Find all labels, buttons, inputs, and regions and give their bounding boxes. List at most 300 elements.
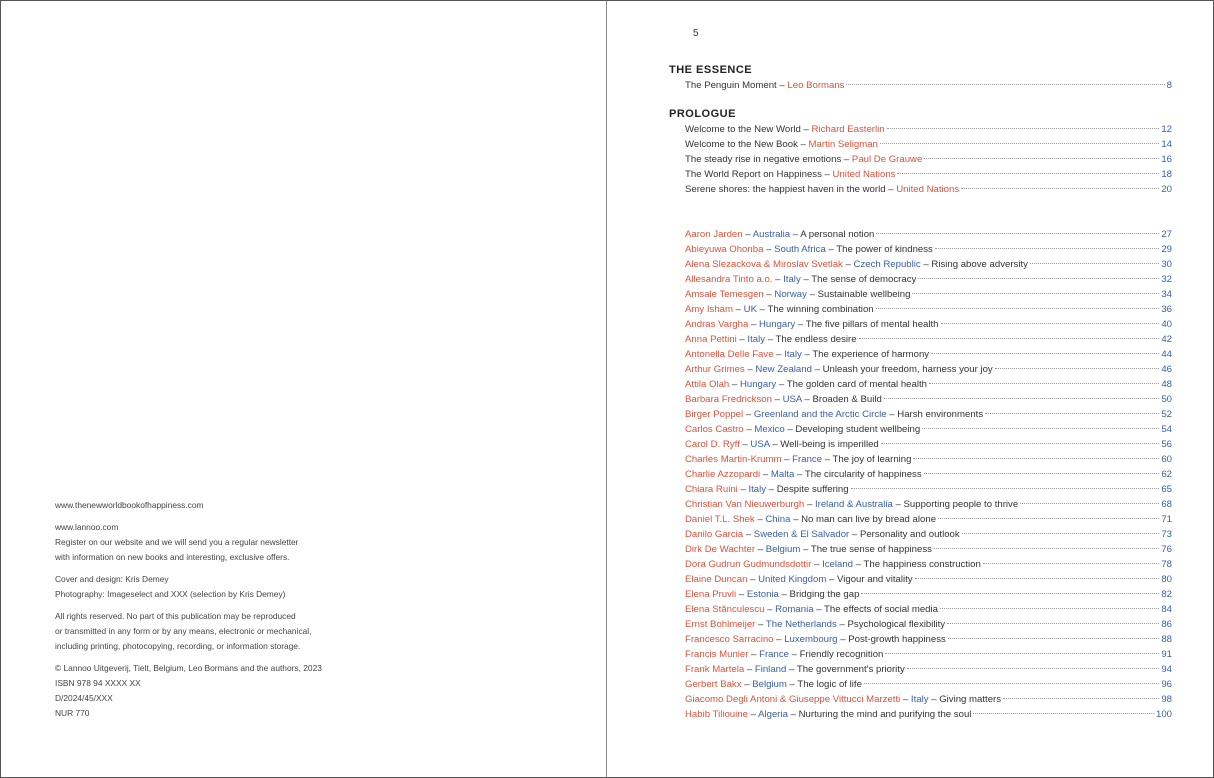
entry-title: Friendly recognition [799, 649, 884, 660]
entry-separator: – [786, 679, 798, 690]
entry-country: Iceland [822, 559, 853, 570]
entry-title: The circularity of happiness [804, 469, 922, 480]
entry-country: Italy [748, 484, 767, 495]
entry-separator: – [754, 514, 766, 525]
entry-separator: – [772, 274, 784, 285]
entry-separator: – [748, 319, 759, 330]
leader-dots [962, 533, 1160, 534]
entry-author: Attila Olah [685, 379, 730, 390]
imprint-rights-line: All rights reserved. No part of this publication may be reproduced [55, 611, 296, 621]
entry-separator: – [790, 229, 801, 240]
entry-author: Chiara Ruini [685, 484, 738, 495]
entry-separator: – [776, 379, 787, 390]
leader-dots [876, 233, 1159, 234]
entry-separator: – [778, 589, 790, 600]
entry-separator: – [822, 454, 833, 465]
entry-country: Mexico [754, 424, 785, 435]
page-number: 5 [693, 28, 699, 39]
entry-country: France [759, 649, 789, 660]
entry-page: 96 [1161, 679, 1172, 690]
entry-page: 60 [1161, 454, 1172, 465]
entry-author: Dora Gudrun Gudmundsdottir [685, 559, 812, 570]
entry-author: Alena Slezackova & Miroslav Svetlak [685, 259, 843, 270]
leader-dots [859, 338, 1160, 339]
entry-separator: – [729, 379, 740, 390]
imprint-publisher-line: Register on our website and we will send you a regular newsletter [55, 537, 299, 547]
entry-title: Supporting people to thrive [903, 499, 1019, 510]
entry-country: Algeria [758, 709, 788, 720]
entry-page: 100 [1155, 709, 1172, 720]
page-gutter [606, 1, 607, 777]
entry-title: Broaden & Build [812, 394, 882, 405]
entry-author: Amsale Temesgen [685, 289, 764, 300]
toc-entry[interactable] [669, 662, 1172, 677]
leader-dots [924, 473, 1160, 474]
entry-title: Unleash your freedom, harness your joy [822, 364, 993, 375]
entry-page: 73 [1161, 529, 1172, 540]
leader-dots [915, 578, 1160, 579]
leader-dots [918, 278, 1159, 279]
entry-separator: – [853, 559, 864, 570]
entry-title: Giving matters [939, 694, 1002, 705]
toc-entry[interactable] [669, 707, 1172, 722]
entry-page: 62 [1161, 469, 1172, 480]
entry-separator: – [813, 604, 825, 615]
entry-author: Habib Tiliouine [685, 709, 748, 720]
imprint-nur: NUR 770 [55, 708, 90, 718]
entry-page: 88 [1161, 634, 1172, 645]
entry-author: Carlos Castro [685, 424, 744, 435]
leader-dots [864, 683, 1159, 684]
entry-separator: – [800, 274, 812, 285]
entry-separator: – [806, 289, 818, 300]
entry-country: China [765, 514, 791, 525]
leader-dots [924, 158, 1159, 159]
leader-dots [881, 443, 1160, 444]
entry-author: Leo Bormans [787, 80, 845, 91]
entry-separator: – [826, 574, 838, 585]
entry-title: The happiness construction [863, 559, 981, 570]
entry-title: Sustainable wellbeing [817, 289, 911, 300]
entry-country: Italy [910, 694, 929, 705]
entry-author: Carol D. Ryff [685, 439, 740, 450]
toc-entry[interactable] [669, 497, 1172, 512]
entry-title: A personal notion [800, 229, 875, 240]
entry-author: Martin Seligman [808, 139, 878, 150]
entry-author: Abieyuwa Ohonba [685, 244, 764, 255]
entry-page: 14 [1161, 139, 1172, 150]
entry-title: Vigour and vitality [837, 574, 913, 585]
leader-dots [851, 488, 1160, 489]
entry-separator: – [743, 529, 754, 540]
entry-separator: – [741, 679, 753, 690]
toc-entry[interactable] [669, 527, 1172, 542]
entry-page: 71 [1161, 514, 1172, 525]
toc-entry[interactable] [669, 692, 1172, 707]
entry-title: No man can live by bread alone [801, 514, 937, 525]
toc-entry[interactable] [669, 317, 1172, 332]
toc-entry[interactable] [669, 542, 1172, 557]
entry-country: The Netherlands [765, 619, 837, 630]
entry-country: Hungary [758, 319, 796, 330]
entry-separator: – [900, 694, 911, 705]
entry-author: United Nations [832, 169, 896, 180]
entry-author: Danilo Garcia [685, 529, 744, 540]
entry-separator: – [773, 349, 785, 360]
entry-separator: – [756, 304, 768, 315]
entry-page: 86 [1161, 619, 1172, 630]
entry-page: 40 [1161, 319, 1172, 330]
entry-author: Gerbert Bakx [685, 679, 742, 690]
leader-dots [935, 248, 1159, 249]
entry-separator: – [765, 334, 776, 345]
imprint-rights-line: including printing, photocopying, recording, or information storage. [55, 641, 301, 651]
entry-country: Czech Republic [853, 259, 921, 270]
imprint-credit-line: Photography: Imageselect and XXX (selection by Kris Demey) [55, 589, 286, 599]
entry-page: 82 [1161, 589, 1172, 600]
toc-entry[interactable] [669, 467, 1172, 482]
imprint-credit-line: Cover and design: Kris Demey [55, 574, 169, 584]
entry-country: New Zealand [755, 364, 812, 375]
entry-country: Italy [747, 334, 766, 345]
entry-separator: – [849, 529, 860, 540]
leader-dots [907, 668, 1160, 669]
entry-title: The steady rise in negative emotions – [685, 154, 852, 165]
leader-dots [983, 563, 1160, 564]
entry-separator: – [739, 439, 751, 450]
entry-page: 30 [1161, 259, 1172, 270]
entry-title: The endless desire [775, 334, 857, 345]
entry-separator: – [800, 544, 811, 555]
entry-separator: – [743, 424, 755, 435]
entry-title: Well-being is imperilled [780, 439, 879, 450]
entry-author: Aaron Jarden [685, 229, 743, 240]
toc-entry[interactable] [669, 182, 1172, 197]
entry-page: 80 [1161, 574, 1172, 585]
toc-entry[interactable] [669, 677, 1172, 692]
toc-entry[interactable] [669, 602, 1172, 617]
entry-author: Allesandra Tinto a.o. [685, 274, 773, 285]
toc-entry[interactable] [669, 302, 1172, 317]
entry-country: UK [743, 304, 757, 315]
toc-entry[interactable] [669, 512, 1172, 527]
entry-separator: – [769, 439, 781, 450]
entry-title: Despite suffering [776, 484, 849, 495]
leader-dots [1020, 503, 1159, 504]
contributor-list [669, 227, 1172, 722]
toc-entry[interactable] [669, 482, 1172, 497]
entry-page: 42 [1161, 334, 1172, 345]
imprint-publisher-line: www.lannoo.com [55, 522, 119, 532]
entry-separator: – [771, 394, 783, 405]
imprint-legal-deposit: D/2024/45/XXX [55, 693, 113, 703]
entry-country: United Kingdom [758, 574, 827, 585]
entry-title: The logic of life [797, 679, 862, 690]
entry-separator: – [748, 649, 760, 660]
entry-author: Daniel T.L. Shek [685, 514, 755, 525]
entry-country: Estonia [746, 589, 779, 600]
toc-entry[interactable] [669, 78, 1172, 93]
entry-title: Psychological flexibility [847, 619, 946, 630]
leader-dots [884, 398, 1160, 399]
entry-page: 16 [1161, 154, 1172, 165]
toc-entry[interactable] [669, 227, 1172, 242]
leader-dots [912, 293, 1159, 294]
entry-page: 27 [1161, 229, 1172, 240]
entry-separator: – [781, 454, 793, 465]
entry-title: The government's priority [796, 664, 905, 675]
leader-dots [948, 638, 1160, 639]
entry-separator: – [825, 244, 837, 255]
toc-entry[interactable] [669, 407, 1172, 422]
entry-author: Birger Poppel [685, 409, 744, 420]
entry-page: 36 [1161, 304, 1172, 315]
imprint-copyright: © Lannoo Uitgeverij, Tielt, Belgium, Leo Bormans and the authors, 2023 [55, 663, 322, 673]
toc-entry[interactable] [669, 137, 1172, 152]
entry-separator: – [747, 709, 759, 720]
leader-dots [846, 84, 1164, 85]
entry-country: Italy [784, 349, 802, 360]
entry-country: Ireland & Australia [814, 499, 893, 510]
entry-country: Luxembourg [784, 634, 838, 645]
toc-entry[interactable] [669, 242, 1172, 257]
imprint-website: www.thenewworldbookofhappiness.com [55, 500, 204, 510]
entry-separator: – [795, 319, 806, 330]
entry-title: The true sense of happiness [810, 544, 932, 555]
entry-page: 98 [1161, 694, 1172, 705]
entry-separator: – [920, 259, 932, 270]
entry-page: 12 [1161, 124, 1172, 135]
leader-dots [961, 188, 1159, 189]
entry-page: 78 [1161, 559, 1172, 570]
entry-author: Charlie Azzopardi [685, 469, 761, 480]
entry-author: Andras Vargha [685, 319, 749, 330]
entry-separator: – [790, 514, 802, 525]
entry-author: Frank Martela [685, 664, 745, 675]
entry-separator: – [732, 304, 744, 315]
imprint-publisher-line: with information on new books and interesting, exclusive offers. [55, 552, 290, 562]
entry-page: 48 [1161, 379, 1172, 390]
imprint-isbn: ISBN 978 94 XXXX XX [55, 678, 141, 688]
toc-entry[interactable] [669, 437, 1172, 452]
entry-author: Elena Pruvli [685, 589, 737, 600]
entry-country: South Africa [774, 244, 826, 255]
entry-country: Malta [770, 469, 795, 480]
entry-author: Dirk De Wachter [685, 544, 756, 555]
entry-page: 29 [1161, 244, 1172, 255]
toc-entry[interactable] [669, 257, 1172, 272]
toc-entry[interactable] [669, 647, 1172, 662]
leader-dots [947, 623, 1159, 624]
toc-entry[interactable] [669, 122, 1172, 137]
toc-entry[interactable] [669, 572, 1172, 587]
entry-page: 76 [1161, 544, 1172, 555]
toc-entry[interactable] [669, 287, 1172, 302]
entry-title: Post-growth happiness [848, 634, 946, 645]
entry-separator: – [842, 259, 854, 270]
entry-separator: – [788, 649, 800, 660]
toc-entry[interactable] [669, 272, 1172, 287]
entry-page: 44 [1161, 349, 1172, 360]
entry-page: 34 [1161, 289, 1172, 300]
entry-country: Australia [752, 229, 791, 240]
entry-author: Ernst Bohlmeijer [685, 619, 756, 630]
entry-separator: – [747, 574, 759, 585]
leader-dots [880, 143, 1159, 144]
toc-entry[interactable] [669, 377, 1172, 392]
toc-entry[interactable] [669, 167, 1172, 182]
entry-page: 65 [1161, 484, 1172, 495]
entry-separator: – [804, 499, 815, 510]
entry-separator: – [766, 484, 777, 495]
entry-page: 18 [1161, 169, 1172, 180]
entry-page: 84 [1161, 604, 1172, 615]
entry-page: 56 [1161, 439, 1172, 450]
entry-author: Elena Stănculescu [685, 604, 765, 615]
entry-author: Giacomo Degli Antoni & Giuseppe Vittucci Marzetti [685, 694, 901, 705]
leader-dots [995, 368, 1160, 369]
entry-country: Finland [754, 664, 787, 675]
entry-separator: – [886, 409, 898, 420]
entry-separator: – [801, 394, 813, 405]
entry-title: Rising above adversity [931, 259, 1028, 270]
leader-dots [1003, 698, 1159, 699]
entry-page: 8 [1166, 80, 1172, 91]
entry-title: Serene shores: the happiest haven in the world – [685, 184, 897, 195]
table-of-contents [669, 63, 1172, 722]
toc-entry[interactable] [669, 452, 1172, 467]
leader-dots [973, 713, 1154, 714]
toc-entry[interactable] [669, 347, 1172, 362]
entry-author: Arthur Grimes [685, 364, 745, 375]
entry-country: France [792, 454, 823, 465]
entry-separator: – [811, 559, 823, 570]
entry-country: USA [782, 394, 802, 405]
entry-separator: – [755, 544, 766, 555]
entry-author: Paul De Grauwe [851, 154, 923, 165]
entry-author: Anna Pettini [685, 334, 737, 345]
entry-title: The golden card of mental health [786, 379, 927, 390]
entry-page: 68 [1161, 499, 1172, 510]
entry-title: Bridging the gap [789, 589, 860, 600]
entry-page: 32 [1161, 274, 1172, 285]
leader-dots [897, 173, 1159, 174]
entry-author: Richard Easterlin [811, 124, 885, 135]
entry-page: 54 [1161, 424, 1172, 435]
entry-separator: – [755, 619, 766, 630]
entry-country: Belgium [765, 544, 801, 555]
entry-separator: – [743, 409, 754, 420]
section-title-essence: THE ESSENCE [669, 64, 753, 76]
entry-separator: – [811, 364, 823, 375]
entry-separator: – [760, 469, 771, 480]
entry-separator: – [784, 424, 796, 435]
entry-page: 91 [1161, 649, 1172, 660]
entry-title: Personality and outlook [859, 529, 960, 540]
toc-entry[interactable] [669, 332, 1172, 347]
toc-entry[interactable] [669, 632, 1172, 647]
entry-country: Sweden & El Salvador [753, 529, 850, 540]
leader-dots [922, 428, 1159, 429]
entry-author: Christian Van Nieuwerburgh [685, 499, 805, 510]
entry-separator: – [744, 664, 755, 675]
toc-entry[interactable] [669, 152, 1172, 167]
entry-page: 50 [1161, 394, 1172, 405]
toc-entry[interactable] [669, 587, 1172, 602]
toc-entry[interactable] [669, 617, 1172, 632]
entry-separator: – [763, 244, 775, 255]
entry-separator: – [928, 694, 940, 705]
toc-entry[interactable] [669, 362, 1172, 377]
leader-dots [1030, 263, 1159, 264]
entry-author: Antonella Delle Fave [685, 349, 774, 360]
leader-dots [876, 308, 1160, 309]
entry-separator: – [736, 334, 748, 345]
toc-entry[interactable] [669, 557, 1172, 572]
entry-separator: – [742, 229, 753, 240]
entry-author: Amy Isham [685, 304, 733, 315]
entry-title: The sense of democracy [811, 274, 917, 285]
toc-entry[interactable] [669, 392, 1172, 407]
entry-title: The experience of harmony [812, 349, 930, 360]
entry-author: Francis Munier [685, 649, 749, 660]
entry-title: Developing student wellbeing [795, 424, 921, 435]
entry-separator: – [736, 589, 747, 600]
entry-separator: – [892, 499, 904, 510]
imprint-block [55, 498, 385, 728]
leader-dots [913, 458, 1159, 459]
leader-dots [985, 413, 1159, 414]
leader-dots [929, 383, 1159, 384]
entry-separator: – [744, 364, 756, 375]
leader-dots [885, 653, 1159, 654]
entry-title: The Penguin Moment – [685, 80, 788, 91]
toc-entry[interactable] [669, 422, 1172, 437]
entry-separator: – [786, 664, 797, 675]
entry-page: 20 [1161, 184, 1172, 195]
entry-title: The winning combination [767, 304, 874, 315]
entry-title: The five pillars of mental health [805, 319, 939, 330]
entry-author: United Nations [896, 184, 960, 195]
leader-dots [931, 353, 1159, 354]
entry-country: USA [750, 439, 770, 450]
entry-separator: – [794, 469, 805, 480]
entry-title: The joy of learning [832, 454, 912, 465]
entry-title: The power of kindness [836, 244, 933, 255]
entry-country: Norway [774, 289, 807, 300]
entry-author: Francesco Sarracino [685, 634, 774, 645]
leader-dots [940, 608, 1159, 609]
entry-title: Welcome to the New World – [685, 124, 812, 135]
entry-separator: – [837, 634, 849, 645]
leader-dots [934, 548, 1159, 549]
leader-dots [861, 593, 1159, 594]
entry-title: Nurturing the mind and purifying the soul [798, 709, 972, 720]
leader-dots [941, 323, 1160, 324]
section-title-prologue: PROLOGUE [669, 108, 736, 120]
leader-dots [887, 128, 1160, 129]
entry-page: 94 [1161, 664, 1172, 675]
entry-country: Belgium [752, 679, 787, 690]
entry-separator: – [763, 289, 775, 300]
imprint-rights-line: or transmitted in any form or by any means, electronic or mechanical, [55, 626, 312, 636]
entry-separator: – [836, 619, 848, 630]
entry-page: 52 [1161, 409, 1172, 420]
entry-separator: – [737, 484, 749, 495]
entry-author: Elaine Duncan [685, 574, 748, 585]
leader-dots [938, 518, 1159, 519]
entry-author: Barbara Fredrickson [685, 394, 772, 405]
